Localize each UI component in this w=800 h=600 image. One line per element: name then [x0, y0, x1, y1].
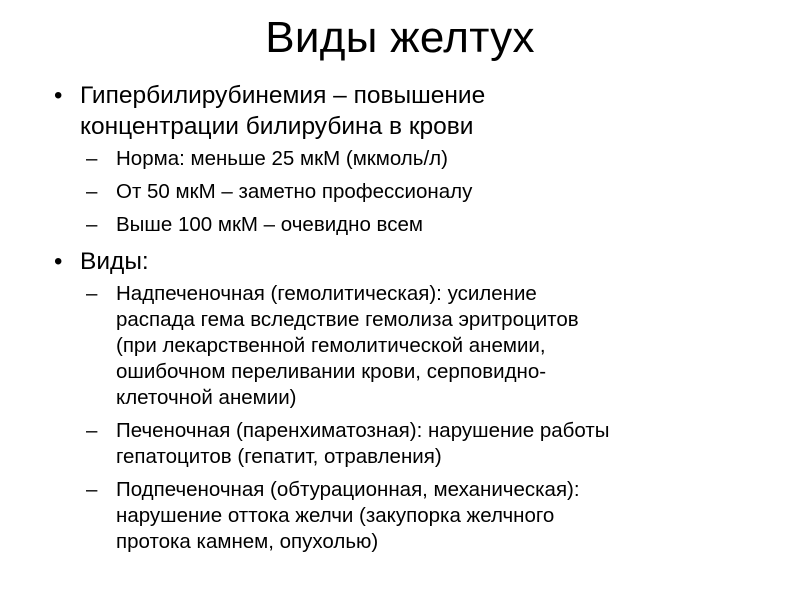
subbullet-hepatic	[86, 418, 774, 470]
subbullet-above-100	[86, 212, 774, 238]
subbullet-from-50	[86, 179, 774, 205]
bullet-text: Гипербилирубинемия – повышение концентрации билирубина в крови	[80, 82, 486, 140]
dash-marker: –	[86, 213, 98, 236]
slide-title: Виды желтух	[265, 13, 535, 62]
subbullet-text: Печеночная (паренхиматозная): нарушение работы гепатоцитов (гепатит, отравления)	[116, 419, 610, 468]
subbullet-text: От 50 мкМ – заметно профессионалу	[116, 180, 473, 203]
subbullet-text: Подпеченочная (обтурационная, механическая): нарушение оттока желчи (закупорка желчного протока камнем, опухолью)	[116, 478, 580, 553]
dash-marker: –	[86, 419, 98, 442]
subbullet-text: Надпеченочная (гемолитическая): усиление распада гема вследствие гемолиза эритроцитов (при лекарственной гемолитической анемии, ошибочном переливании крови, серповидно- клеточной анемии)	[116, 282, 579, 409]
bullet-hyperbilirubinemia	[54, 80, 774, 142]
dash-marker: –	[86, 147, 98, 170]
sublist-types	[86, 281, 774, 555]
bullet-marker: •	[54, 248, 63, 275]
dash-marker: –	[86, 282, 98, 305]
subbullet-norm	[86, 146, 774, 172]
bullet-list	[54, 80, 774, 563]
subbullet-text: Норма: меньше 25 мкМ (мкмоль/л)	[116, 147, 448, 170]
subbullet-prehepatic	[86, 281, 774, 411]
subbullet-posthepatic	[86, 477, 774, 555]
bullet-types	[54, 246, 774, 277]
dash-marker: –	[86, 180, 98, 203]
dash-marker: –	[86, 478, 98, 501]
sublist-norms	[86, 146, 774, 238]
bullet-marker: •	[54, 82, 63, 109]
bullet-text: Виды:	[80, 248, 149, 275]
subbullet-text: Выше 100 мкМ – очевидно всем	[116, 213, 423, 236]
